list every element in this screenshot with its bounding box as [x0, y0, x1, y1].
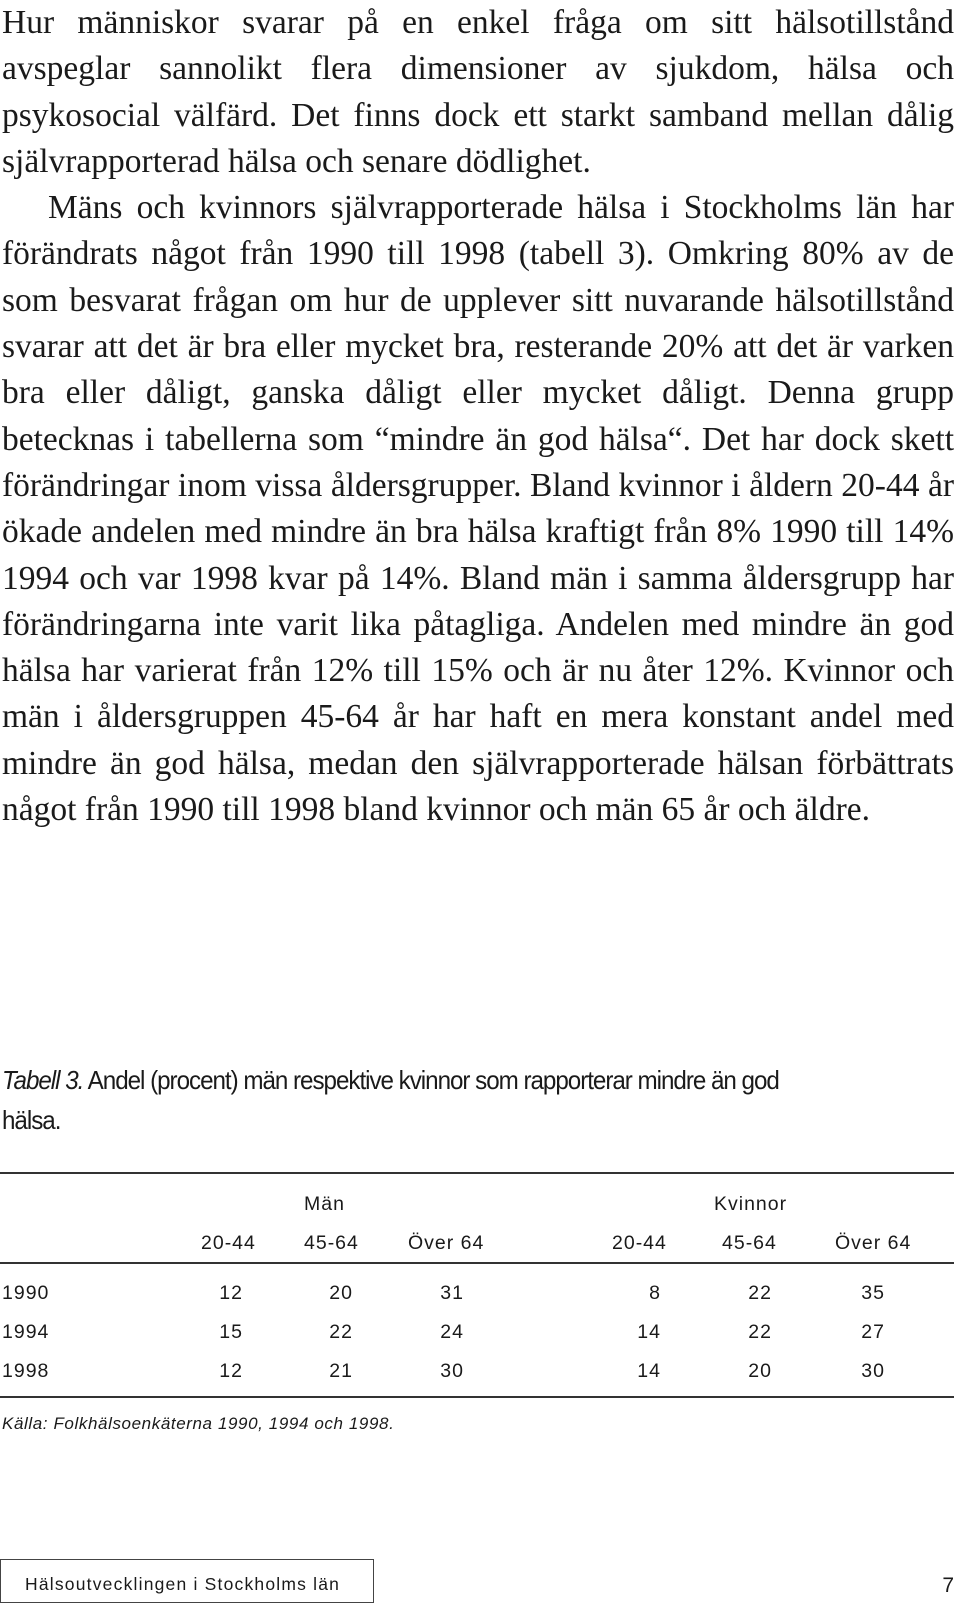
body-text [2, 0, 954, 833]
caption-lead: Tabell 3. [2, 1065, 84, 1095]
row-year: 1990 [2, 1282, 50, 1304]
table-cell: 31 [440, 1282, 464, 1304]
table-cell: 30 [440, 1360, 464, 1382]
page-number: 7 [942, 1574, 954, 1597]
row-year: 1994 [2, 1321, 50, 1343]
group-header-women: Kvinnor [714, 1193, 788, 1215]
table-cell: 15 [219, 1321, 243, 1343]
table-cell: 12 [219, 1282, 243, 1304]
column-header: Över 64 [835, 1232, 912, 1254]
footer-publication-box [0, 1559, 374, 1603]
table-header-rule [0, 1262, 954, 1264]
table-cell: 22 [748, 1321, 772, 1343]
row-year: 1998 [2, 1360, 50, 1382]
column-header: 45-64 [304, 1232, 359, 1254]
table-cell: 12 [219, 1360, 243, 1382]
column-header: 20-44 [201, 1232, 256, 1254]
table-cell: 22 [329, 1321, 353, 1343]
group-header-men: Män [304, 1193, 345, 1215]
paragraph-2: Mäns och kvinnors självrapporterade hälsa i Stockholms län har förändrats något från 1990 till 1998 (tabell 3). Omkring 80% av de som besvarat frågan om hur de upplever sitt nuvarande hälsotillstånd svarar att det är bra eller mycket bra, resterande 20% att det är varken bra eller dåligt, ganska dåligt eller mycket dåligt. Denna grupp betecknas i tabellerna som “mindre än god hälsa“. Det har dock skett förändringar inom vissa åldersgrupper. Bland kvinnor i åldern 20-44 år ökade andelen med mindre än bra hälsa kraftigt från 8% 1990 till 14% 1994 och var 1998 kvar på 14%. Bland män i samma åldersgrupp har förändringarna inte varit lika påtagliga. Andelen med mindre än god hälsa har varierat från 12% till 15% och är nu åter 12%. Kvinnor och män i åldersgruppen 45-64 år har haft en mera konstant andel med mindre än god hälsa, medan den självrapporterade hälsan förbättrats något från 1990 till 1998 bland kvinnor och män 65 år och äldre. [2, 189, 954, 829]
footer-publication-title: Hälsoutvecklingen i Stockholms län [25, 1574, 341, 1594]
column-header: 20-44 [612, 1232, 667, 1254]
table-top-rule [0, 1172, 954, 1174]
table-cell: 20 [748, 1360, 772, 1382]
table-cell: 14 [637, 1321, 661, 1343]
column-header: Över 64 [408, 1232, 485, 1254]
table-cell: 21 [329, 1360, 353, 1382]
table-bottom-rule [0, 1396, 954, 1398]
paragraph-1: Hur människor svarar på en enkel fråga om sitt hälsotillstånd avspeglar sannolikt flera dimensioner av sjukdom, hälsa och psykosocial välfärd. Det finns dock ett starkt samband mellan dålig självrapporterad hälsa och senare dödlighet. [2, 4, 954, 180]
table-cell: 14 [637, 1360, 661, 1382]
column-header: 45-64 [722, 1232, 777, 1254]
table-cell: 24 [440, 1321, 464, 1343]
table-source-note: Källa: Folkhälsoenkäterna 1990, 1994 och 1998. [2, 1414, 395, 1433]
table-caption [2, 1060, 839, 1140]
table-cell: 20 [329, 1282, 353, 1304]
table-cell: 27 [861, 1321, 885, 1343]
table-cell: 35 [861, 1282, 885, 1304]
table-cell: 30 [861, 1360, 885, 1382]
caption-text: Andel (procent) män respektive kvinnor som rapporterar mindre än god hälsa. [2, 1065, 779, 1135]
table-cell: 22 [748, 1282, 772, 1304]
table-cell: 8 [649, 1282, 661, 1304]
